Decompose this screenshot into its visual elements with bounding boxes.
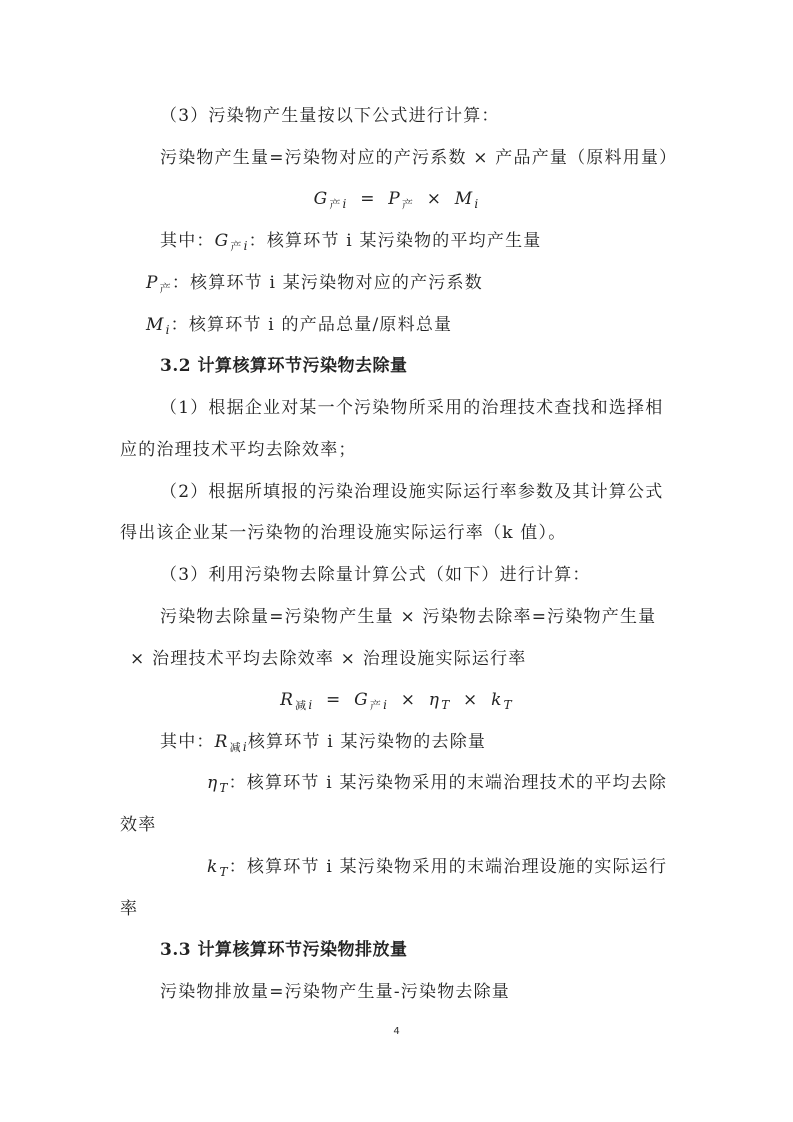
paragraph-step2-line1: （2）根据所填报的污染治理设施实际运行率参数及其计算公式	[160, 482, 664, 502]
definition-eta: $\eta_T$：核算环节 i 某污染物采用的末端治理技术的平均去除	[207, 773, 668, 795]
paragraph-step1-line1: （1）根据企业对某一个污染物所采用的治理技术查找和选择相	[160, 398, 664, 418]
paragraph-emission-definition: 污染物排放量=污染物产生量-污染物去除量	[160, 982, 510, 1002]
formula-generation: $G_{产i} = P_产 \times M_i$	[313, 189, 480, 211]
paragraph-step1-line2: 应的治理技术平均去除效率；	[120, 440, 357, 460]
formula-removal: $R_{减i} = G_{产i} \times \eta_T \times k_T$	[280, 690, 513, 712]
page-number: 4	[393, 1026, 400, 1037]
paragraph-step3: （3）利用污染物去除量计算公式（如下）进行计算：	[160, 565, 591, 585]
heading-3-2: 3.2 计算核算环节污染物去除量	[160, 356, 408, 376]
definition-g: 其中：$G_{产i}$：核算环节 i 某污染物的平均产生量	[160, 231, 542, 253]
definition-k: $k_T$：核算环节 i 某污染物采用的末端治理设施的实际运行	[207, 857, 668, 879]
paragraph-removal-definition-line1: 污染物去除量=污染物产生量 × 污染物去除率=污染物产生量	[160, 607, 657, 627]
definition-m: $M_i$：核算环节 i 的产品总量/原料总量	[146, 315, 453, 337]
paragraph-removal-definition-line2: × 治理技术平均去除效率 × 治理设施实际运行率	[130, 649, 527, 669]
paragraph-formula-intro: （3）污染物产生量按以下公式进行计算：	[160, 106, 500, 126]
paragraph-step2-line2: 得出该企业某一污染物的治理设施实际运行率（k 值）。	[120, 523, 567, 543]
heading-3-3: 3.3 计算核算环节污染物排放量	[160, 940, 408, 960]
definition-r: 其中：$R_{减i}$核算环节 i 某污染物的去除量	[160, 732, 487, 754]
definition-k-continued: 率	[120, 899, 139, 919]
definition-eta-continued: 效率	[120, 815, 157, 835]
paragraph-generation-definition: 污染物产生量=污染物对应的产污系数 × 产品产量（原料用量）	[160, 148, 678, 168]
definition-p: $P_产$：核算环节 i 某污染物对应的产污系数	[146, 273, 483, 295]
